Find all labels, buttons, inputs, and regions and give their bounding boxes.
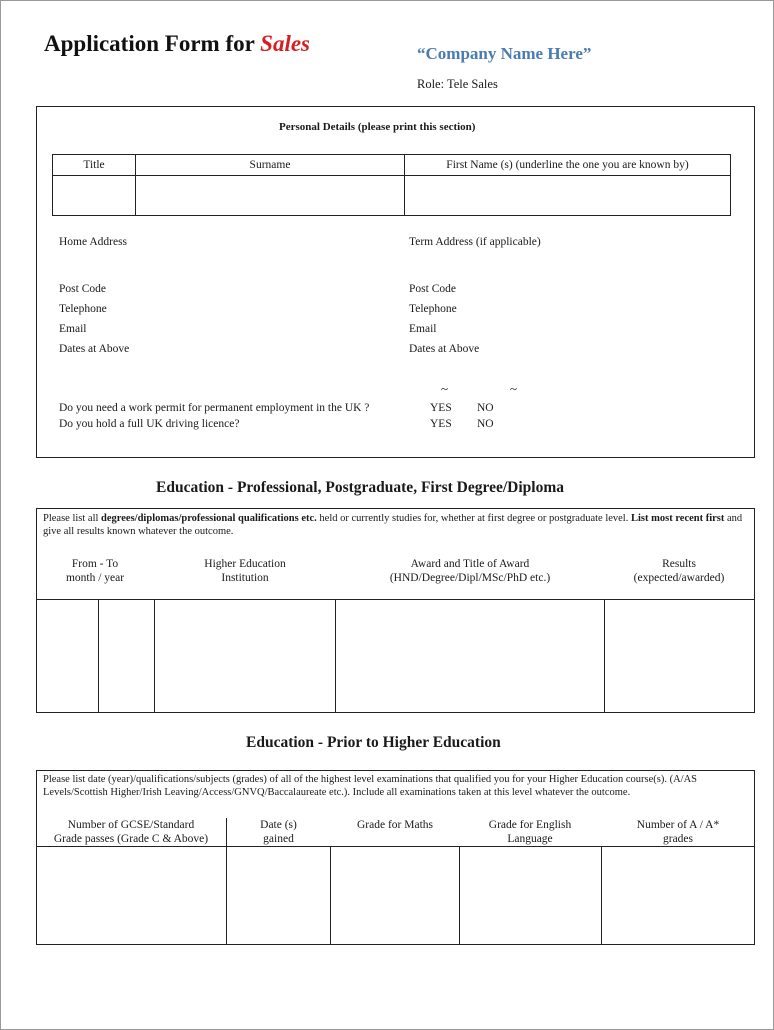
term-email-label: Email — [409, 323, 437, 335]
prior-ed-col-maths — [332, 818, 458, 832]
col-english-line1: Grade for English — [488, 819, 572, 831]
higher-education-table — [36, 508, 755, 713]
col-maths-line1: Grade for Maths — [356, 819, 433, 831]
form-title — [44, 31, 310, 57]
col-results-line2: (expected/awarded) — [633, 572, 725, 584]
higher-ed-instr-3: and give all results known whatever the outcome. — [43, 513, 743, 537]
higher-ed-col-institution — [160, 557, 330, 585]
prior-ed-divider-3 — [459, 846, 460, 945]
driving-licence-question: Do you hold a full UK driving licence? — [59, 418, 240, 430]
higher-ed-header-divider — [36, 599, 755, 600]
home-telephone-label: Telephone — [59, 303, 107, 315]
higher-ed-instr-2: held or currently studies for, whether at first degree or postgraduate level. — [316, 513, 631, 524]
col-dates-line2: month / year — [65, 572, 125, 584]
prior-ed-col-dates — [228, 818, 329, 846]
col-alevels-line1: Number of A / A* — [636, 819, 720, 831]
col-institution-line2: Institution — [221, 572, 269, 584]
col-gcse-line2: Grade passes (Grade C & Above) — [53, 833, 209, 845]
col-institution-line1: Higher Education — [204, 558, 286, 570]
higher-education-heading: Education - Professional, Postgraduate, First Degree/Diploma — [156, 479, 564, 496]
term-dates-label: Dates at Above — [409, 343, 480, 355]
title-header: Title — [53, 155, 136, 176]
title-input-cell[interactable] — [53, 176, 136, 216]
prior-education-instructions: Please list date (year)/qualifications/subjects (grades) of all of the highest level examinations that qualified you for your Higher Education course(s). (A/AS Levels/Scottish Higher/Irish Leaving/Access/GNVQ/Baccalaureate etc.). Include all examinations taken at this level whatever the outcome. — [43, 774, 698, 798]
work-permit-yes[interactable]: YES — [430, 402, 452, 414]
driving-licence-no[interactable]: NO — [477, 418, 494, 430]
prior-ed-col-english — [460, 818, 600, 846]
term-telephone-label: Telephone — [409, 303, 457, 315]
higher-ed-divider-3 — [335, 599, 336, 713]
term-address-label: Term Address (if applicable) — [409, 236, 541, 248]
col-prior-dates-line2: gained — [263, 833, 294, 845]
first-name-input-cell[interactable] — [405, 176, 731, 216]
col-alevels-line2: grades — [662, 833, 693, 845]
higher-ed-col-results — [607, 557, 751, 585]
work-permit-no[interactable]: NO — [477, 402, 494, 414]
personal-details-heading: Personal Details (please print this section) — [279, 121, 476, 133]
higher-ed-col-dates — [40, 557, 150, 585]
surname-header: Surname — [136, 155, 405, 176]
name-table — [52, 154, 731, 216]
prior-ed-header-divider — [36, 846, 755, 847]
driving-licence-yes[interactable]: YES — [430, 418, 452, 430]
title-role: Sales — [260, 31, 310, 56]
yes-tilde-mark: ~ — [441, 381, 449, 396]
home-postcode-label: Post Code — [59, 283, 106, 295]
higher-ed-instr-bold-2: List most recent first — [630, 513, 725, 524]
col-gcse-line1: Number of GCSE/Standard — [67, 819, 195, 831]
prior-ed-divider-2 — [330, 846, 331, 945]
higher-ed-divider-2 — [154, 599, 155, 713]
title-prefix: Application Form for — [44, 31, 255, 56]
col-prior-dates-line1: Date (s) — [260, 819, 297, 831]
col-award-line1: Award and Title of Award — [410, 558, 530, 570]
work-permit-question: Do you need a work permit for permanent employment in the UK ? — [59, 402, 370, 414]
prior-ed-col-alevels — [603, 818, 753, 846]
col-dates-line1: From - To — [71, 558, 119, 570]
first-name-header: First Name (s) (underline the one you are known by) — [405, 155, 731, 176]
prior-ed-divider-4 — [601, 846, 602, 945]
higher-ed-divider-1 — [98, 599, 99, 713]
home-address-label: Home Address — [59, 236, 128, 248]
prior-education-heading: Education - Prior to Higher Education — [246, 734, 501, 751]
col-award-line2: (HND/Degree/Dipl/MSc/PhD etc.) — [389, 572, 551, 584]
higher-education-instructions — [43, 512, 749, 538]
prior-ed-divider-1 — [226, 818, 227, 945]
home-dates-label: Dates at Above — [59, 343, 130, 355]
home-email-label: Email — [59, 323, 87, 335]
prior-ed-col-gcse — [38, 818, 224, 846]
surname-input-cell[interactable] — [136, 176, 405, 216]
role-line: Role: Tele Sales — [417, 77, 498, 91]
higher-ed-divider-4 — [604, 599, 605, 713]
company-name: “Company Name Here” — [417, 44, 592, 63]
higher-ed-instr-1: Please list all — [43, 513, 102, 524]
higher-ed-col-award — [338, 557, 602, 585]
higher-ed-instr-bold-1: degrees/diplomas/professional qualifications etc. — [101, 513, 317, 524]
col-results-line1: Results — [662, 558, 696, 570]
no-tilde-mark: ~ — [510, 381, 518, 396]
term-postcode-label: Post Code — [409, 283, 456, 295]
col-english-line2: Language — [507, 833, 553, 845]
